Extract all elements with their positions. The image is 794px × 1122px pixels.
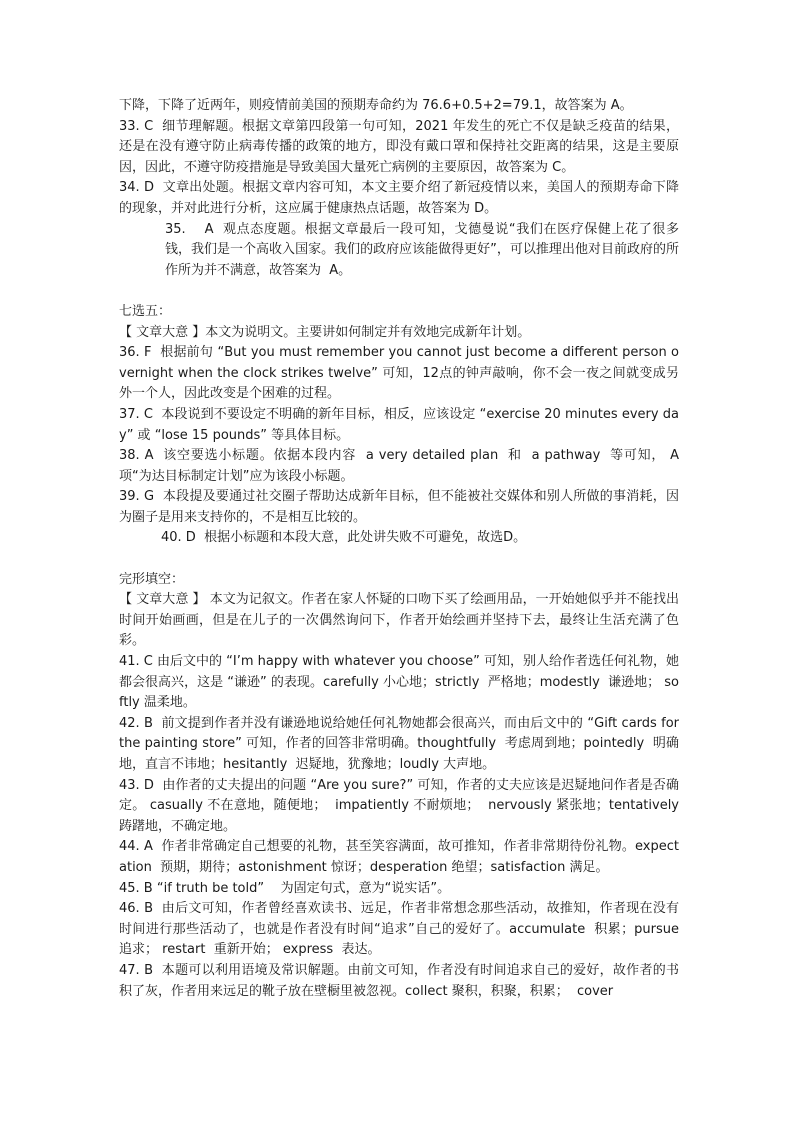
paragraph-q40: 40. D 根据小标题和本段大意，此处讲失败不可避免，故选D。 [161, 530, 527, 546]
paragraph-cloze-summary: 【 文章大意 】 本文为记叙文。作者在家人怀疑的口吻下买了绘画用品，一开始她似乎并不能找出时间开始画画，但是在儿子的一次偶然询问下，作者开始绘画并坚持下去，最终让生活充满了色彩。 [119, 592, 679, 649]
paragraph-q37: 37. C 本段说到不要设定不明确的新年目标，相反，应该设定 “exercise 20 minutes every day” 或 “lose 15 pounds” 等具体目标。 [119, 406, 679, 443]
section-heading-seven-choose-five: 七选五： [119, 303, 172, 319]
section-heading-cloze: 完形填空： [119, 571, 185, 587]
paragraph-q32-tail: 下降，下降了近两年，则疫情前美国的预期寿命约为 76.6+0.5+2=79.1，故答案为 A。 [119, 98, 633, 113]
paragraph-q33: 33. C 细节理解题。根据文章第四段第一句可知，2021 年发生的死亡不仅是缺乏疫苗的结果，还是在没有遵守防止病毒传播的政策的地方，即没有戴口罩和保持社交距离的结果，这是主要原因，因此，不遵守防疫措施是导致美国大量死亡病例的主要原因，故答案为 C。 [119, 118, 679, 175]
paragraph-q39: 39. G 本段提及要通过社交圈子帮助达成新年目标，但不能被社交媒体和别人所做的事消耗，因为圈子是用来支持你的，不是相互比较的。 [119, 489, 679, 525]
paragraph-q43: 43. D 由作者的丈夫提出的问题 “Are you sure?” 可知，作者的丈夫应该是迟疑地问作者是否确定。 casually 不在意地，随便地； impatiently 不耐烦地； nervously 紧张地；tentatively 踌躇地，不确定地。 [119, 777, 684, 834]
document-body [119, 96, 688, 1002]
spacer [119, 549, 679, 570]
paragraph-q41: 41. C 由后文中的 “I’m happy with whatever you choose” 可知，别人给作者选任何礼物，她都会很高兴，这是 “谦逊” 的表现。carefully 小心地；strictly 严格地；modestly 谦逊地； softly 温柔地。 [119, 654, 679, 711]
paragraph-q47: 47. B 本题可以利用语境及常识解题。由前文可知，作者没有时间追求自己的爱好，故作者的书积了灰，作者用来远足的靴子放在壁橱里被忽视。collect 聚积，积聚，积累； cover [119, 962, 679, 999]
spacer [119, 281, 679, 302]
paragraph-q36: 36. F 根据前句 “But you must remember you cannot just become a different person overnight when the clock strikes twelve” 可知，12点的钟声敲响，你不会一夜之间就变成另外一个人，因此改变是个困难的过程。 [119, 345, 679, 402]
paragraph-q46: 46. B 由后文可知，作者曾经喜欢读书、远足，作者非常想念那些活动，故推知，作者现在没有时间进行那些活动了，也就是作者没有时间“追求”自己的爱好了。accumulate 积累；pursue 追求； restart 重新开始； express 表达。 [119, 901, 688, 958]
paragraph-q45: 45. B “if truth be told” 为固定句式，意为“说实话”。 [119, 880, 451, 896]
paragraph-q35: 35. A 观点态度题。根据文章最后一段可知，戈德曼说“我们在医疗保健上花了很多钱，我们是一个高收入国家。我们的政府应该能做得更好”，可以推理出他对目前政府的所作所为并不满意，故答案为 A。 [165, 221, 679, 278]
paragraph-q42: 42. B 前文提到作者并没有谦逊地说给她任何礼物她都会很高兴，而由后文中的 “Gift cards for the painting store” 可知，作者的回答非常明确。thoughtfully 考虑周到地；pointedly 明确地，直言不讳地；hesitantly 迟疑地，犹豫地；loudly 大声地。 [119, 715, 684, 772]
paragraph-q44: 44. A 作者非常确定自己想要的礼物，甚至笑容满面，故可推知，作者非常期待份礼物。expectation 预期，期待；astonishment 惊讶；desperation 绝望；satisfaction 满足。 [119, 839, 679, 875]
paragraph-q34: 34. D 文章出处题。根据文章内容可知，本文主要介绍了新冠疫情以来，美国人的预期寿命下降的现象，并对此进行分析，这应属于健康热点话题，故答案为 D。 [119, 180, 679, 216]
paragraph-seven-choose-five-summary: 【 文章大意 】本文为说明文。主要讲如何制定并有效地完成新年计划。 [119, 324, 531, 340]
paragraph-q38: 38. A 该空要选小标题。依据本段内容 a very detailed plan 和 a pathway 等可知， A 项“为达目标制定计划”应为该段小标题。 [119, 448, 684, 484]
